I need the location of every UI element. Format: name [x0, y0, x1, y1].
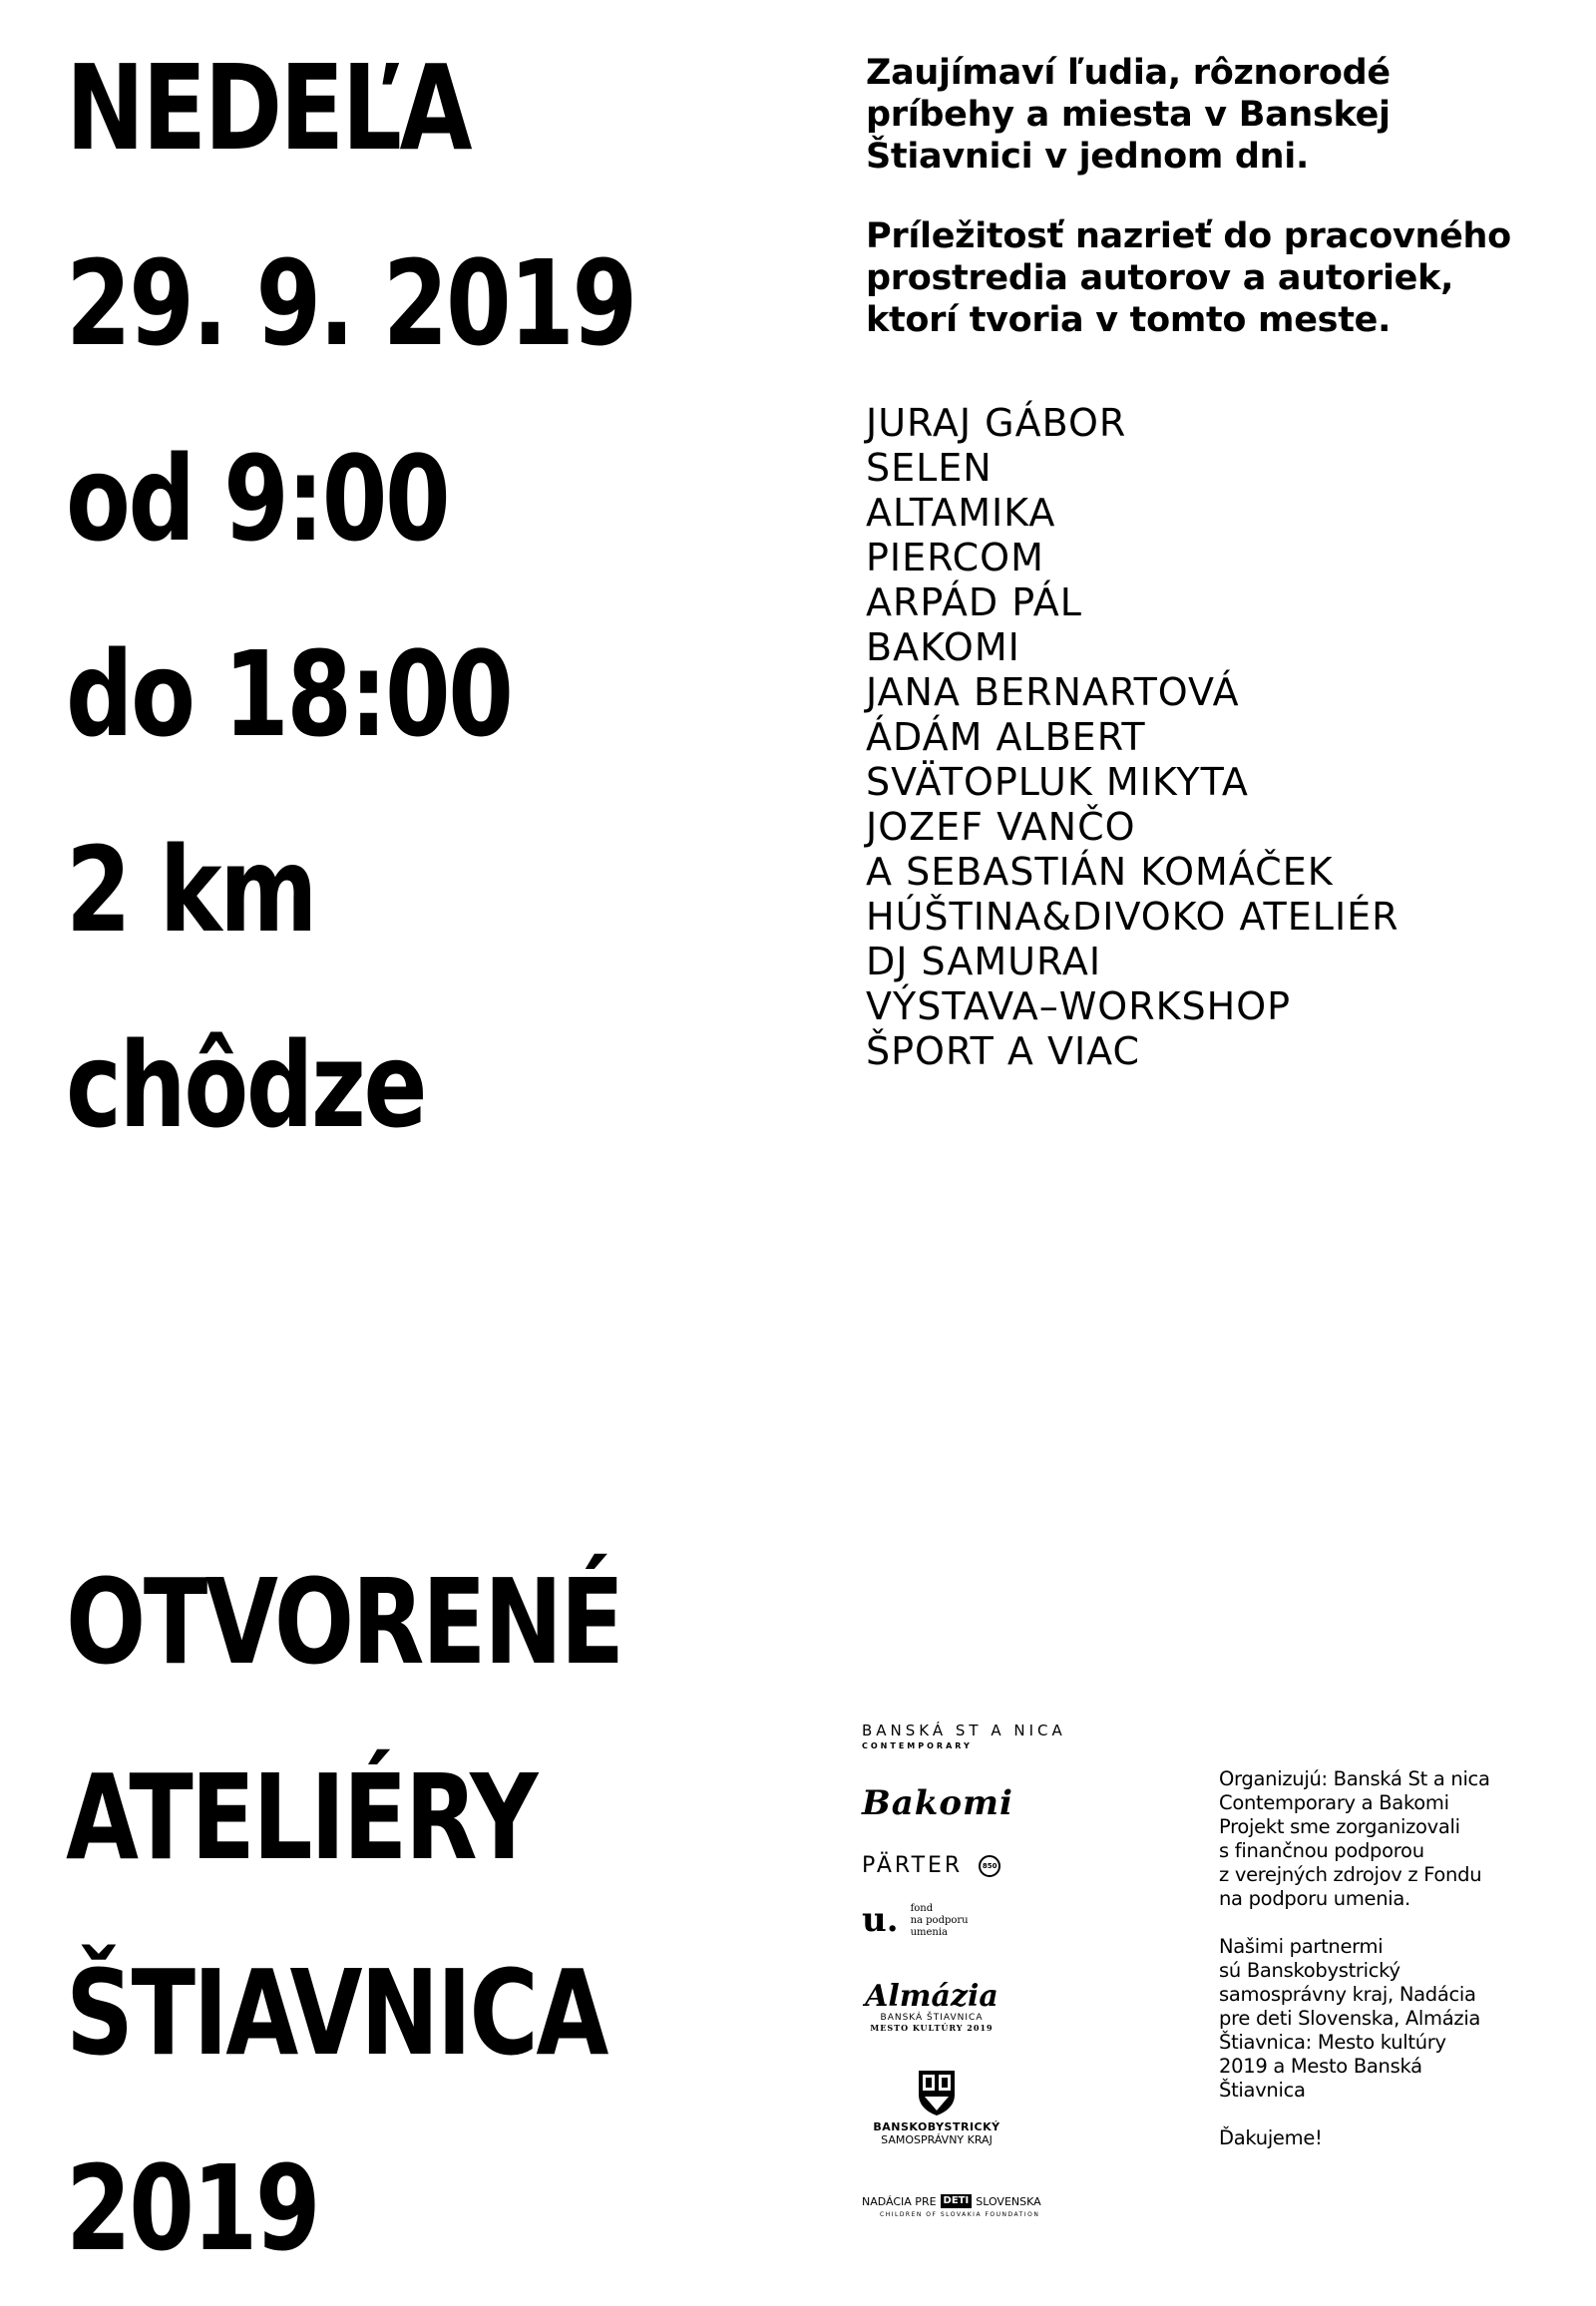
bbsk-logo-line-2: SAMOSPRÁVNY KRAJ	[881, 2133, 993, 2146]
headline-walk: chôdze	[66, 1016, 426, 1154]
credits-text	[1219, 1767, 1518, 2150]
credits-line: sú Banskobystrický	[1219, 1959, 1400, 1982]
credits-line: Organizujú: Banská St a nica	[1219, 1767, 1490, 1790]
credits-line: Štiavnica: Mesto kultúry	[1219, 2031, 1446, 2054]
credits-line: Contemporary a Bakomi	[1219, 1791, 1449, 1814]
credits-thanks	[1219, 2126, 1518, 2150]
intro-paragraph-2	[866, 215, 1564, 341]
fond-na-podporu-umenia-logo	[862, 1900, 981, 1940]
list-item: HÚŠTINA&DIVOKO ATELIÉR	[866, 895, 1399, 939]
title-line-2: ATELIÉRY	[66, 1748, 537, 1886]
intro-paragraph-1	[866, 52, 1564, 178]
fond-logo-text-line: umenia	[910, 1927, 949, 1938]
nadacia-logo-text: NADÁCIA PRE	[862, 2194, 937, 2208]
title-line-4: 2019	[66, 2139, 319, 2277]
list-item: ARPÁD PÁL	[866, 580, 1082, 624]
parter-circle-icon: 850	[979, 1855, 1000, 1877]
credits-line: Štiavnica	[1219, 2079, 1306, 2102]
banska-stanica-logo	[862, 1722, 1066, 1750]
intro-p2-line: ktorí tvoria v tomto meste.	[866, 300, 1392, 340]
list-item: VÝSTAVA–WORKSHOP	[866, 984, 1292, 1028]
fond-logo-mark: u.	[862, 1900, 899, 1940]
event-details-headline	[66, 10, 635, 1183]
title-line-1: OTVORENÉ	[66, 1553, 622, 1691]
intro-p1-line: príbehy a miesta v Banskej	[866, 95, 1391, 135]
headline-start-time: od 9:00	[66, 430, 449, 568]
nadacia-logo-line-1	[862, 2194, 1061, 2208]
title-line-3: ŠTIAVNICA	[66, 1944, 607, 2082]
credits-line: 2019 a Mesto Banská	[1219, 2055, 1422, 2078]
intro-text	[866, 52, 1564, 341]
headline-date: 29. 9. 2019	[66, 234, 635, 372]
credits-line: s finančnou podporou	[1219, 1839, 1424, 1862]
credits-line: Projekt sme zorganizovali	[1219, 1815, 1460, 1838]
almazia-logo-subtitle: MESTO KULTÚRY 2019	[870, 2023, 994, 2033]
nadacia-logo-subtitle: CHILDREN OF SLOVAKIA FOUNDATION	[880, 2211, 1040, 2218]
almazia-logo	[862, 1981, 1001, 2033]
list-item: JURAJ GÁBOR	[866, 401, 1127, 445]
headline-end-time: do 18:00	[66, 625, 512, 763]
list-item: PIERCOM	[866, 536, 1044, 579]
intro-p1-line: Zaujímaví ľudia, rôznorodé	[866, 53, 1391, 93]
credits-line: pre deti Slovenska, Almázia	[1219, 2007, 1481, 2030]
list-item: A SEBASTIÁN KOMÁČEK	[866, 850, 1334, 894]
banska-stanica-logo-subtitle: CONTEMPORARY	[862, 1741, 973, 1750]
credits-partners	[1219, 1935, 1518, 2103]
credits-line: z verejných zdrojov z Fondu	[1219, 1863, 1482, 1886]
list-item: SVÄTOPLUK MIKYTA	[866, 760, 1249, 804]
intro-p2-line: Príležitosť nazrieť do pracovného	[866, 216, 1511, 256]
credits-line: na podporu umenia.	[1219, 1887, 1410, 1910]
fond-logo-text-line: na podporu	[910, 1915, 969, 1926]
parter-logo	[862, 1853, 1000, 1878]
poster-title	[66, 1524, 622, 2306]
bakomi-logo: Bakomi	[862, 1783, 1013, 1823]
bbsk-logo-line-1: BANSKOBYSTRICKÝ	[873, 2120, 1000, 2133]
almazia-logo-name: Almázia	[865, 1979, 998, 2014]
list-item: ALTAMIKA	[866, 491, 1056, 535]
fond-logo-text-line: fond	[910, 1903, 934, 1914]
nadacia-pre-deti-slovenska-logo	[862, 2194, 1061, 2218]
list-item: JOZEF VANČO	[866, 805, 1136, 849]
list-item: JANA BERNARTOVÁ	[866, 670, 1240, 714]
almazia-logo-city: BANSKÁ ŠTIAVNICA	[880, 2013, 984, 2023]
participants-list	[866, 401, 1399, 1074]
list-item: ÁDÁM ALBERT	[866, 715, 1146, 759]
headline-distance: 2 km	[66, 821, 316, 959]
nadacia-logo-text: SLOVENSKA	[976, 2194, 1041, 2208]
intro-p2-line: prostredia autorov a autoriek,	[866, 258, 1454, 298]
deti-mark-icon: DETI	[941, 2194, 973, 2208]
coat-of-arms-icon	[917, 2069, 957, 2116]
list-item: DJ SAMURAI	[866, 940, 1102, 983]
credits-line: Ďakujeme!	[1219, 2126, 1323, 2149]
fond-logo-text	[911, 1903, 981, 1939]
bbsk-logo	[862, 2069, 1011, 2146]
credits-line: Našimi partnermi	[1219, 1935, 1384, 1958]
list-item: ŠPORT A VIAC	[866, 1029, 1141, 1073]
list-item: BAKOMI	[866, 625, 1020, 669]
parter-logo-text: PÄRTER	[862, 1853, 964, 1878]
banska-stanica-logo-name: BANSKÁ ST A NICA	[862, 1722, 1066, 1739]
credits-line: samosprávny kraj, Nadácia	[1219, 1983, 1476, 2006]
intro-p1-line: Štiavnici v jednom dni.	[866, 137, 1309, 177]
credits-organizers	[1219, 1767, 1518, 1911]
headline-day: NEDEĽA	[66, 39, 471, 177]
list-item: SELEN	[866, 446, 993, 490]
